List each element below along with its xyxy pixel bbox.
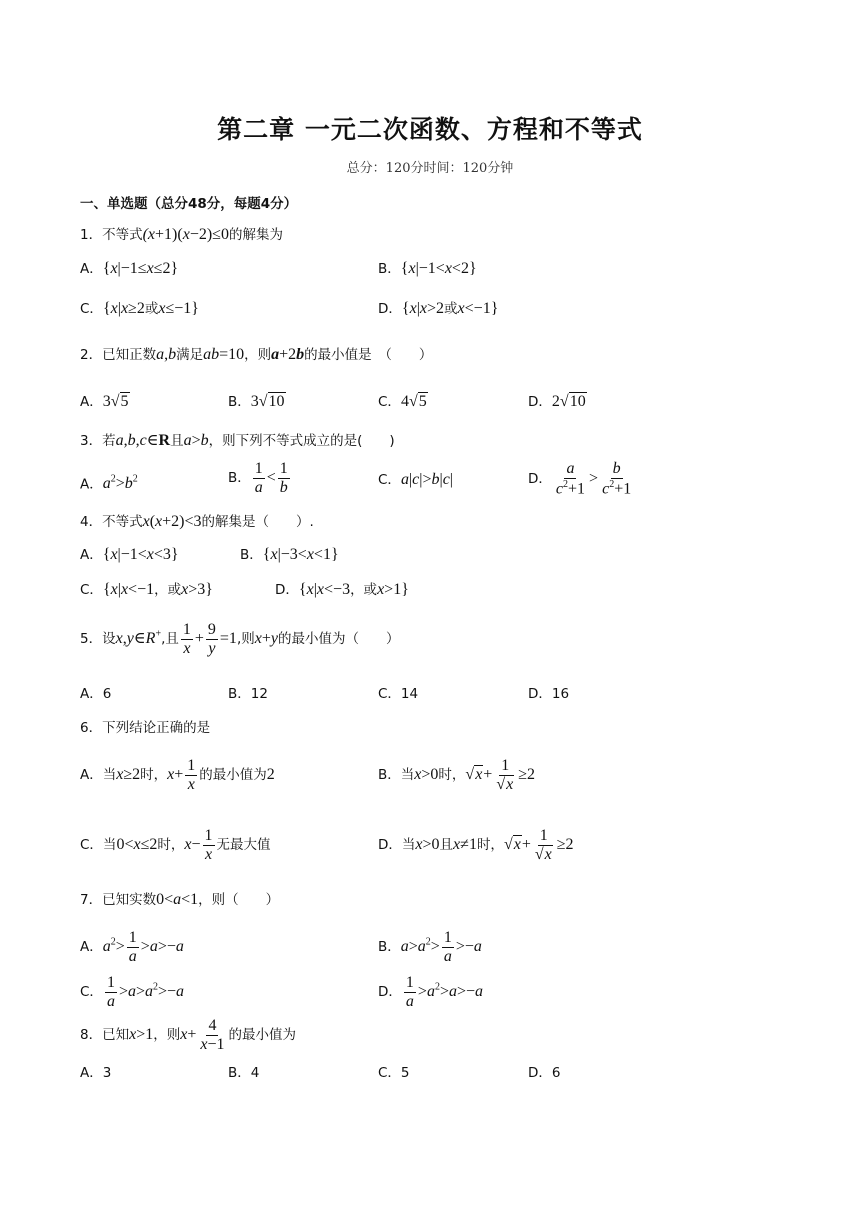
question-6: 6．下列结论正确的是	[80, 720, 211, 736]
q5-option-a: A．6	[80, 686, 112, 702]
q6-option-a: A．当x≥2时，x+ $\frac{1}{x}$ 的最小值为2	[80, 757, 275, 793]
q6-option-b: B．当x>0时，√x+ $\frac{1}{√x}$ ≥2	[378, 757, 535, 793]
question-3: 3．若a,b,c∈R且a>b，则下列不等式成立的是( )	[80, 432, 395, 449]
q6-option-d: D．当x>0且x≠1时，√x+ $\frac{1}{√x}$ ≥2	[378, 827, 574, 863]
question-2: 2．已知正数a,b满足ab=10，则a+2b的最小值是 （ ）	[80, 346, 433, 363]
q4-option-c: C．{x|x<−1，或x>3}	[80, 581, 213, 598]
q4-option-a: A．{x|−1<x<3}	[80, 546, 179, 563]
q5-option-d: D．16	[528, 686, 570, 702]
q8-option-c: C．5	[378, 1065, 410, 1081]
question-7: 7．已知实数0<a<1，则（ ）	[80, 891, 280, 908]
q7-option-a: A．$a^2>$ $\frac{1}{a}$ >a>−a	[80, 929, 184, 965]
question-4: 4．不等式x(x+2)<3的解集是（ ）.	[80, 513, 314, 530]
q5-option-c: C．14	[378, 686, 419, 702]
q4-option-b: B．{x|−3<x<1}	[240, 546, 339, 563]
q1-option-c: C．{x|x≥2或x≤−1}	[80, 300, 199, 317]
q8-option-a: A．3	[80, 1065, 112, 1081]
q2-option-b: B．3√10	[228, 393, 285, 410]
q2-option-c: C．4√5	[378, 393, 427, 410]
q7-option-c: C． $\frac{1}{a}$ $>a>a^2>-a$	[80, 974, 185, 1010]
page-title: 第二章 一元二次函数、方程和不等式	[217, 115, 643, 144]
q3-option-c: C．a|c|>b|c|	[378, 471, 453, 488]
q7-option-d: D． $\frac{1}{a}$ $>a^2>a>-a$	[378, 974, 484, 1010]
question-1: 1．不等式(x+1)(x−2)≤0的解集为	[80, 226, 283, 243]
q3-option-b: B． $\frac{1}{a}$ < $\frac{1}{b}$	[228, 460, 288, 496]
q8-option-b: B．4	[228, 1065, 260, 1081]
q6-option-c: C．当0<x≤2时，x− $\frac{1}{x}$ 无最大值	[80, 827, 271, 863]
q3-option-a: A．$a^2>b^2$	[80, 474, 138, 493]
page-subtitle: 总分：120分时间：120分钟	[346, 161, 514, 176]
q1-option-b: B．{x|−1<x<2}	[378, 260, 477, 277]
q2-option-a: A．3√5	[80, 393, 129, 410]
q1-option-a: A．{x|−1≤x≤2}	[80, 260, 179, 277]
q8-option-d: D．6	[528, 1065, 561, 1081]
q1-option-d: D．{x|x>2或x<−1}	[378, 300, 499, 317]
q5-option-b: B．12	[228, 686, 268, 702]
q4-option-d: D．{x|x<−3，或x>1}	[275, 581, 409, 598]
question-5: 5．设x,y∈R+,且 $\frac{1}{x}$ + $\frac{9}{y}$ =1,则x+y的最小值为（ ）	[80, 621, 400, 657]
q3-option-d: D． $\frac{a}{c^2+1}$ > $\frac{b}{c^2+1}$	[528, 460, 632, 498]
q2-option-d: D．2√10	[528, 393, 586, 410]
section-heading: 一、单选题（总分48分，每题4分）	[80, 196, 298, 212]
q7-option-b: B．$a>a^2>$ $\frac{1}{a}$ >−a	[378, 929, 482, 965]
question-8: 8．已知x>1，则x+ $\frac{4}{x-1}$ 的最小值为	[80, 1017, 297, 1053]
